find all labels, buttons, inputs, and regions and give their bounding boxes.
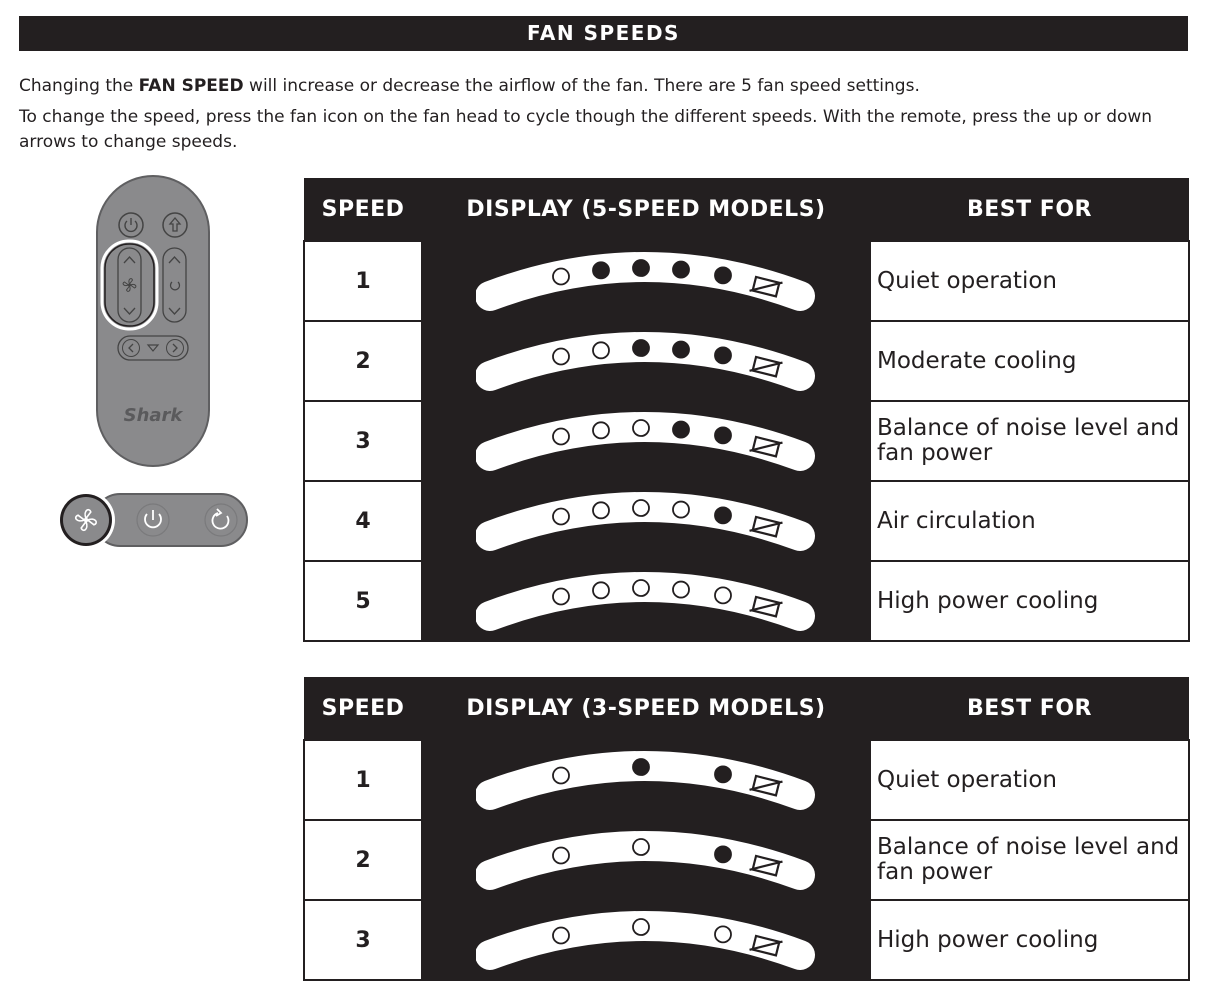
five-speed-table [303, 178, 1190, 642]
five-speed-best-for-cell: Quiet operation [870, 241, 1189, 321]
three-speed-display-cell [422, 820, 870, 900]
indicator-dot-filled [593, 262, 609, 278]
intro-p1-before: Changing the [19, 76, 139, 96]
indicator-dot-filled [715, 766, 731, 782]
indicator-dot-empty [553, 349, 569, 365]
indicator-dot-empty [553, 848, 569, 864]
three-speed-row [304, 820, 1189, 900]
five-speed-row [304, 401, 1189, 481]
indicator-dot-empty [553, 429, 569, 445]
five-speed-display-cell [422, 481, 870, 561]
indicator-dot-filled [715, 507, 731, 523]
five-speed-speed-cell: 3 [304, 401, 422, 481]
three-speed-speed-cell: 1 [304, 740, 422, 820]
indicator-dot-filled [715, 846, 731, 862]
indicator-dot-empty [593, 502, 609, 518]
indicator-dot-empty [553, 928, 569, 944]
five-speed-display-cell [422, 321, 870, 401]
section-title: FAN SPEEDS [19, 16, 1188, 51]
five-speed-row [304, 321, 1189, 401]
five-speed-header-best-for: BEST FOR [870, 178, 1189, 241]
five-speed-best-for-cell: High power cooling [870, 561, 1189, 641]
five-speed-header-speed: SPEED [304, 178, 422, 241]
three-speed-speed-cell: 2 [304, 820, 422, 900]
five-speed-display-cell [422, 401, 870, 481]
indicator-dot-empty [553, 269, 569, 285]
five-speed-speed-cell: 2 [304, 321, 422, 401]
speed-display-strip [476, 568, 816, 634]
three-speed-header-row [304, 677, 1189, 740]
remote-brand-logo: Shark [123, 405, 183, 426]
five-speed-header-row [304, 178, 1189, 241]
three-speed-header-display: DISPLAY (3-SPEED MODELS) [422, 677, 870, 740]
speed-display-strip [476, 827, 816, 893]
indicator-dot-empty [633, 420, 649, 436]
remote-control-illustration [96, 175, 210, 467]
indicator-dot-empty [633, 500, 649, 516]
intro-paragraph-2: To change the speed, press the fan icon on the fan head to cycle though the different speeds. With the remote, press the up or down arrows to change speeds. [19, 107, 1153, 152]
five-speed-speed-cell: 5 [304, 561, 422, 641]
speed-display-strip [476, 248, 816, 314]
five-speed-row [304, 481, 1189, 561]
indicator-dot-filled [633, 759, 649, 775]
intro-p1-bold: FAN SPEED [138, 76, 244, 96]
indicator-dot-empty [593, 342, 609, 358]
indicator-dot-filled [673, 342, 689, 358]
five-speed-display-cell [422, 561, 870, 641]
five-speed-row [304, 561, 1189, 641]
five-speed-best-for-cell: Moderate cooling [870, 321, 1189, 401]
three-speed-display-cell [422, 740, 870, 820]
indicator-dot-empty [633, 580, 649, 596]
indicator-dot-filled [715, 267, 731, 283]
speed-display-strip [476, 488, 816, 554]
indicator-dot-filled [673, 262, 689, 278]
five-speed-row [304, 241, 1189, 321]
five-speed-speed-cell: 4 [304, 481, 422, 561]
three-speed-table [303, 677, 1190, 981]
five-speed-speed-cell: 1 [304, 241, 422, 321]
indicator-dot-empty [633, 839, 649, 855]
three-speed-display-cell [422, 900, 870, 980]
three-speed-best-for-cell: Balance of noise level and fan power [870, 820, 1189, 900]
three-speed-header-speed: SPEED [304, 677, 422, 740]
indicator-dot-empty [593, 422, 609, 438]
indicator-dot-filled [715, 427, 731, 443]
five-speed-display-cell [422, 241, 870, 321]
indicator-dot-filled [633, 340, 649, 356]
indicator-dot-filled [673, 422, 689, 438]
indicator-dot-filled [633, 260, 649, 276]
indicator-dot-empty [633, 919, 649, 935]
three-speed-header-best-for: BEST FOR [870, 677, 1189, 740]
intro-p1-after: will increase or decrease the airflow of the fan. There are 5 fan speed settings. [243, 76, 920, 96]
indicator-dot-empty [673, 502, 689, 518]
five-speed-header-display: DISPLAY (5-SPEED MODELS) [422, 178, 870, 241]
fan-head-control-panel [54, 490, 250, 550]
intro-text [19, 74, 1189, 161]
indicator-dot-empty [553, 768, 569, 784]
five-speed-best-for-cell: Balance of noise level and fan power [870, 401, 1189, 481]
intro-paragraph-1 [19, 74, 1189, 99]
indicator-dot-filled [715, 347, 731, 363]
speed-display-strip [476, 747, 816, 813]
three-speed-speed-cell: 3 [304, 900, 422, 980]
speed-display-strip [476, 328, 816, 394]
three-speed-best-for-cell: High power cooling [870, 900, 1189, 980]
five-speed-best-for-cell: Air circulation [870, 481, 1189, 561]
indicator-dot-empty [715, 926, 731, 942]
indicator-dot-empty [673, 582, 689, 598]
three-speed-row [304, 900, 1189, 980]
indicator-dot-empty [593, 582, 609, 598]
three-speed-row [304, 740, 1189, 820]
speed-display-strip [476, 408, 816, 474]
indicator-dot-empty [553, 509, 569, 525]
indicator-dot-empty [715, 587, 731, 603]
speed-display-strip [476, 907, 816, 973]
indicator-dot-empty [553, 589, 569, 605]
three-speed-best-for-cell: Quiet operation [870, 740, 1189, 820]
